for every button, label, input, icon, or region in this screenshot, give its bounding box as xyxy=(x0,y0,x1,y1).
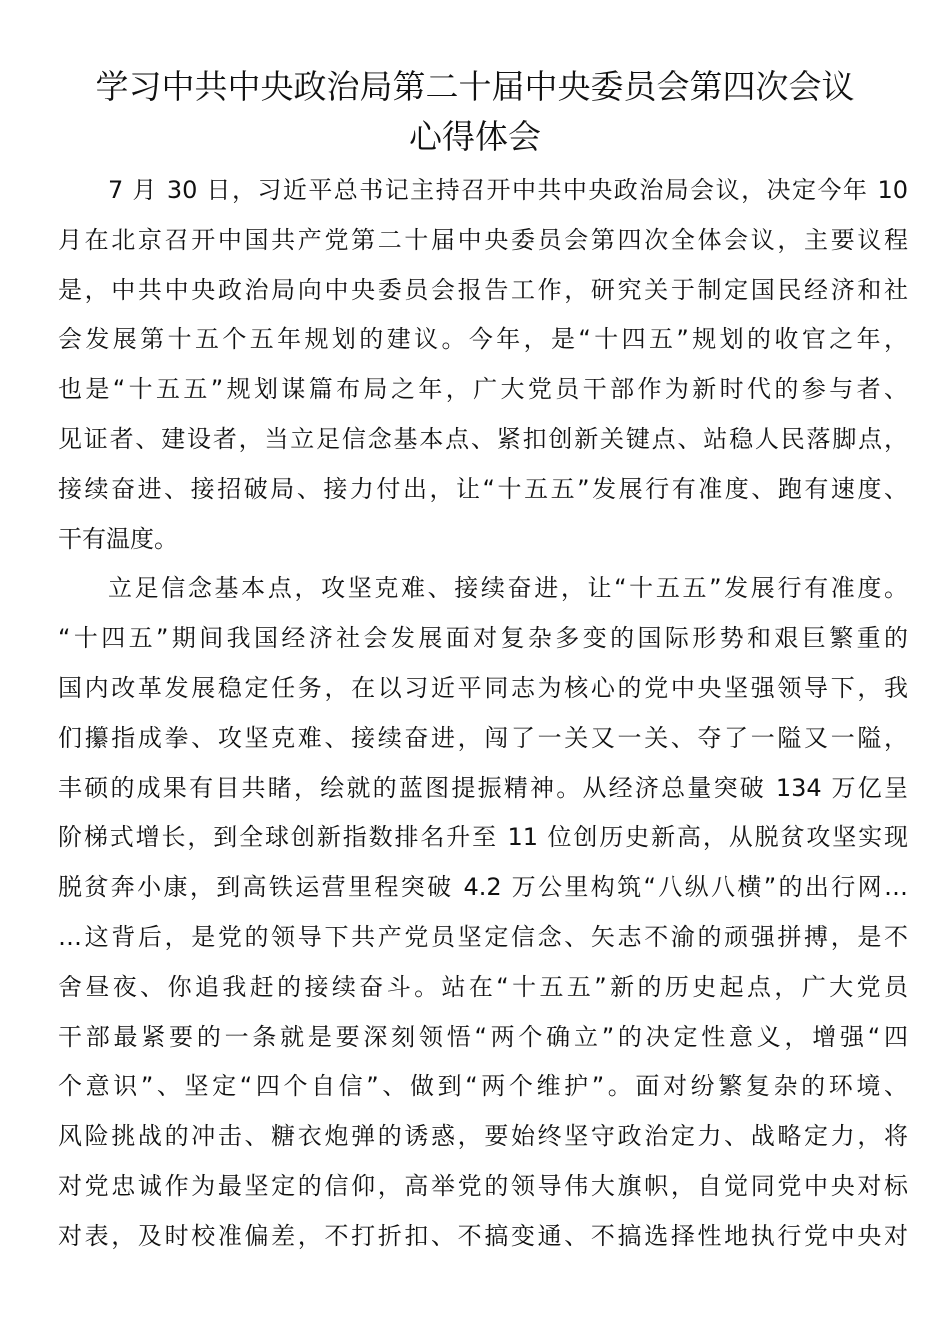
paragraph-2-line-11: 个意识”、坚定“四个自信”、做到“两个维护”。面对纷繁复杂的环境、 xyxy=(58,1072,908,1101)
paragraph-2-line-5: 丰硕的成果有目共睹，绘就的蓝图提振精神。从经济总量突破 134 万亿呈 xyxy=(58,773,908,802)
paragraph-2-line-13: 对党忠诚作为最坚定的信仰，高举党的领导伟大旗帜，自觉同党中央对标 xyxy=(58,1171,908,1200)
title-line-1: 学习中共中央政治局第二十届中央委员会第四次会议 xyxy=(95,67,855,106)
document-title xyxy=(40,62,910,162)
paragraph-2-line-4: 们攥指成拳、攻坚克难、接续奋进，闯了一关又一关、夺了一隘又一隘， xyxy=(58,723,908,752)
document-body xyxy=(58,166,908,1262)
paragraph-1 xyxy=(58,166,908,564)
paragraph-2-line-6: 阶梯式增长，到全球创新指数排名升至 11 位创历史新高，从脱贫攻坚实现 xyxy=(58,823,908,852)
paragraph-1-line-3: 是，中共中央政治局向中央委员会报告工作，研究关于制定国民经济和社 xyxy=(58,275,908,304)
title-line-2: 心得体会 xyxy=(409,117,541,156)
paragraph-2-line-7: 脱贫奔小康，到高铁运营里程突破 4.2 万公里构筑“八纵八横”的出行网… xyxy=(58,873,908,902)
paragraph-2-line-2: “十四五”期间我国经济社会发展面对复杂多变的国际形势和艰巨繁重的 xyxy=(58,624,908,653)
paragraph-2-line-8: …这背后，是党的领导下共产党员坚定信念、矢志不渝的顽强拼搏，是不 xyxy=(58,922,908,951)
paragraph-1-line-5: 也是“十五五”规划谋篇布局之年，广大党员干部作为新时代的参与者、 xyxy=(58,375,908,404)
paragraph-1-line-8: 干有温度。 xyxy=(58,524,178,553)
paragraph-2-line-9: 舍昼夜、你追我赶的接续奋斗。站在“十五五”新的历史起点，广大党员 xyxy=(58,972,908,1001)
paragraph-1-line-2: 月在北京召开中国共产党第二十届中央委员会第四次全体会议，主要议程 xyxy=(58,225,908,254)
paragraph-1-line-4: 会发展第十五个五年规划的建议。今年，是“十四五”规划的收官之年， xyxy=(58,325,908,354)
paragraph-2-line-3: 国内改革发展稳定任务，在以习近平同志为核心的党中央坚强领导下，我 xyxy=(58,673,908,702)
paragraph-2-line-1: 立足信念基本点，攻坚克难、接续奋进，让“十五五”发展行有准度。 xyxy=(108,574,908,603)
paragraph-2-line-12: 风险挑战的冲击、糖衣炮弹的诱惑，要始终坚守政治定力、战略定力，将 xyxy=(58,1122,908,1151)
paragraph-2-line-14: 对表，及时校准偏差，不打折扣、不搞变通、不搞选择性地执行党中央对 xyxy=(58,1221,908,1250)
paragraph-2-line-10: 干部最紧要的一条就是要深刻领悟“两个确立”的决定性意义，增强“四 xyxy=(58,1022,908,1051)
paragraph-2 xyxy=(58,564,908,1261)
paragraph-1-line-6: 见证者、建设者，当立足信念基本点、紧扣创新关键点、站稳人民落脚点， xyxy=(58,424,908,453)
paragraph-1-line-7: 接续奋进、接招破局、接力付出，让“十五五”发展行有准度、跑有速度、 xyxy=(58,474,908,503)
paragraph-1-line-1: 7 月 30 日，习近平总书记主持召开中共中央政治局会议，决定今年 10 xyxy=(108,176,908,204)
